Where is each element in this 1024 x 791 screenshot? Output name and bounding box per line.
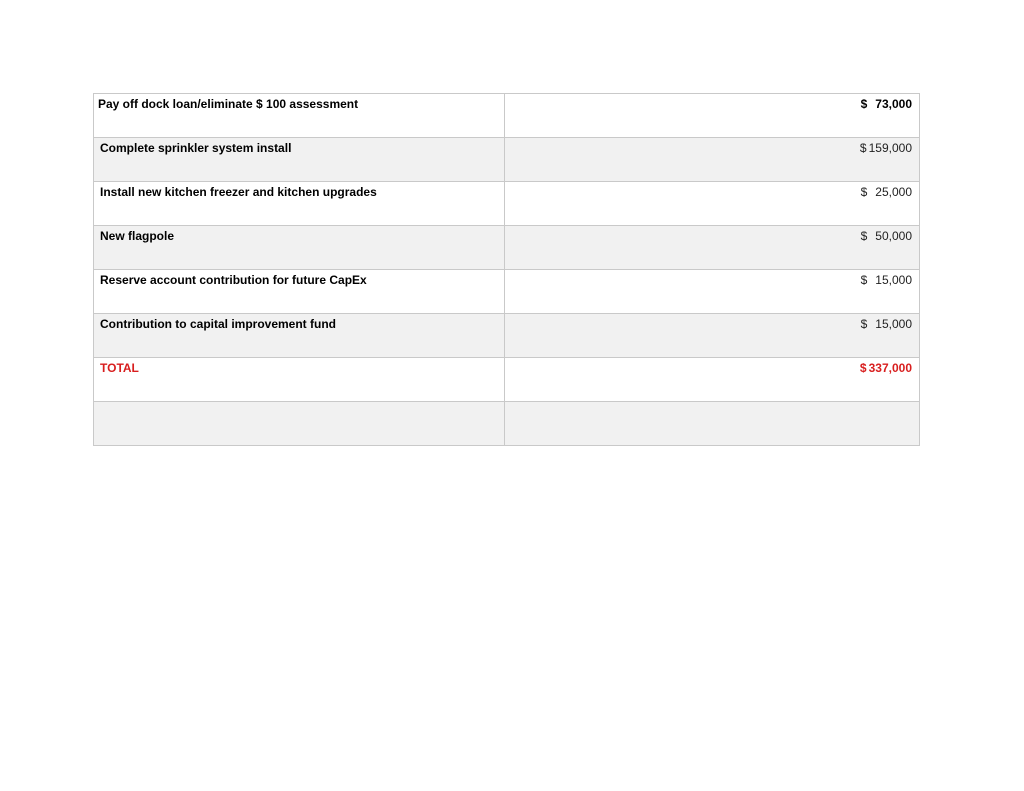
table-row	[94, 94, 920, 138]
row-amount-cell	[505, 226, 920, 270]
table-row	[94, 270, 920, 314]
row-amount-cell	[505, 138, 920, 182]
row-description	[94, 402, 505, 446]
row-amount: 15,000	[875, 317, 912, 331]
table-row	[94, 138, 920, 182]
row-amount: 15,000	[875, 273, 912, 287]
row-description: Install new kitchen freezer and kitchen upgrades	[94, 182, 505, 226]
total-amount: 337,000	[868, 361, 912, 375]
table-row	[94, 226, 920, 270]
row-description: Contribution to capital improvement fund	[94, 314, 505, 358]
row-amount: 50,000	[875, 229, 912, 243]
table-row-empty	[94, 402, 920, 446]
row-amount-cell	[505, 270, 920, 314]
row-amount-cell	[505, 314, 920, 358]
row-description: Pay off dock loan/eliminate $ 100 assessment	[94, 94, 505, 138]
currency-symbol: $	[859, 361, 867, 375]
row-amount-cell	[505, 182, 920, 226]
total-amount-cell	[505, 358, 920, 402]
currency-symbol: $	[860, 273, 868, 287]
currency-symbol: $	[860, 185, 868, 199]
row-amount: 73,000	[875, 97, 912, 111]
currency-symbol: $	[860, 97, 868, 111]
row-description: Reserve account contribution for future CapEx	[94, 270, 505, 314]
total-row	[94, 358, 920, 402]
row-amount-cell	[505, 402, 920, 446]
row-amount-cell	[505, 94, 920, 138]
row-amount: 25,000	[875, 185, 912, 199]
row-description: Complete sprinkler system install	[94, 138, 505, 182]
currency-symbol: $	[860, 317, 868, 331]
budget-table	[93, 93, 920, 446]
currency-symbol: $	[860, 229, 868, 243]
row-amount: 159,000	[868, 141, 912, 155]
table-row	[94, 314, 920, 358]
currency-symbol	[904, 405, 912, 419]
total-label: TOTAL	[94, 358, 505, 402]
table-row	[94, 182, 920, 226]
row-description: New flagpole	[94, 226, 505, 270]
currency-symbol: $	[859, 141, 867, 155]
